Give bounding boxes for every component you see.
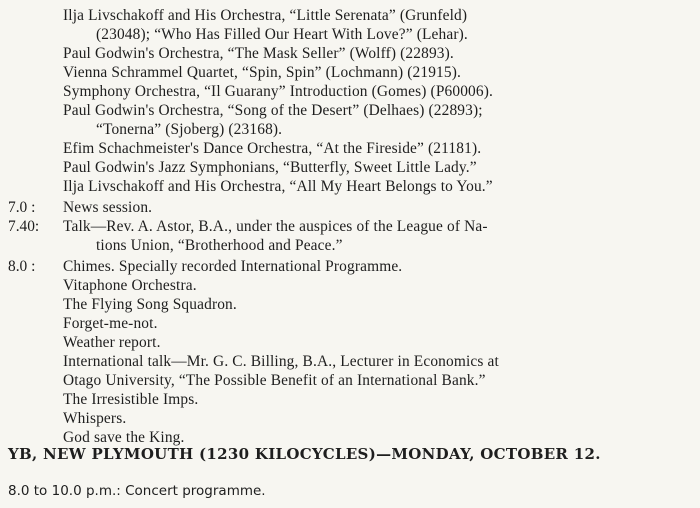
program-line: Vienna Schrammel Quartet, “Spin, Spin” (Lochmann) (21915).	[63, 64, 461, 81]
program-line: Weather report.	[63, 334, 161, 351]
station-heading: YB, NEW PLYMOUTH (1230 KILOCYCLES)—MONDAY, OCTOBER 12.	[8, 445, 601, 463]
time-label: 7.40:	[8, 218, 40, 235]
footer-text: Concert programme.	[125, 483, 266, 499]
program-line: Ilja Livschakoff and His Orchestra, “All My Heart Belongs to You.”	[63, 178, 493, 195]
program-line: Talk—Rev. A. Astor, B.A., under the auspices of the League of Na-	[63, 218, 488, 235]
time-label: 7.0 :	[8, 199, 36, 216]
program-line: The Irresistible Imps.	[63, 391, 199, 408]
footer-time: 8.0 to 10.0 p.m.:	[8, 483, 121, 499]
program-line: Otago University, “The Possible Benefit of an International Bank.”	[63, 372, 486, 389]
program-line: God save the King.	[63, 429, 185, 446]
time-label: 8.0 :	[8, 258, 36, 275]
program-line: The Flying Song Squadron.	[63, 296, 237, 313]
footer-line	[8, 481, 266, 501]
program-line: “Tonerna” (Sjoberg) (23168).	[96, 121, 283, 138]
program-line: Efim Schachmeister's Dance Orchestra, “At the Fireside” (21181).	[63, 140, 482, 157]
program-line: Paul Godwin's Orchestra, “The Mask Seller” (Wolff) (22893).	[63, 45, 454, 62]
program-line: Symphony Orchestra, “Il Guarany” Introduction (Gomes) (P60006).	[63, 83, 494, 100]
program-line: tions Union, “Brotherhood and Peace.”	[96, 237, 343, 254]
program-line: Vitaphone Orchestra.	[63, 277, 197, 294]
program-line: Forget-me-not.	[63, 315, 158, 332]
program-line: Whispers.	[63, 410, 127, 427]
program-line: News session.	[63, 199, 153, 216]
program-line: Chimes. Specially recorded International Programme.	[63, 258, 403, 275]
program-line: International talk—Mr. G. C. Billing, B.A., Lecturer in Economics at	[63, 353, 499, 370]
program-line: Paul Godwin's Jazz Symphonians, “Butterfly, Sweet Little Lady.”	[63, 159, 477, 176]
program-line: (23048); “Who Has Filled Our Heart With Love?” (Lehar).	[96, 26, 468, 43]
program-line: Ilja Livschakoff and His Orchestra, “Little Serenata” (Grunfeld)	[63, 7, 468, 24]
program-line: Paul Godwin's Orchestra, “Song of the Desert” (Delhaes) (22893);	[63, 102, 483, 119]
